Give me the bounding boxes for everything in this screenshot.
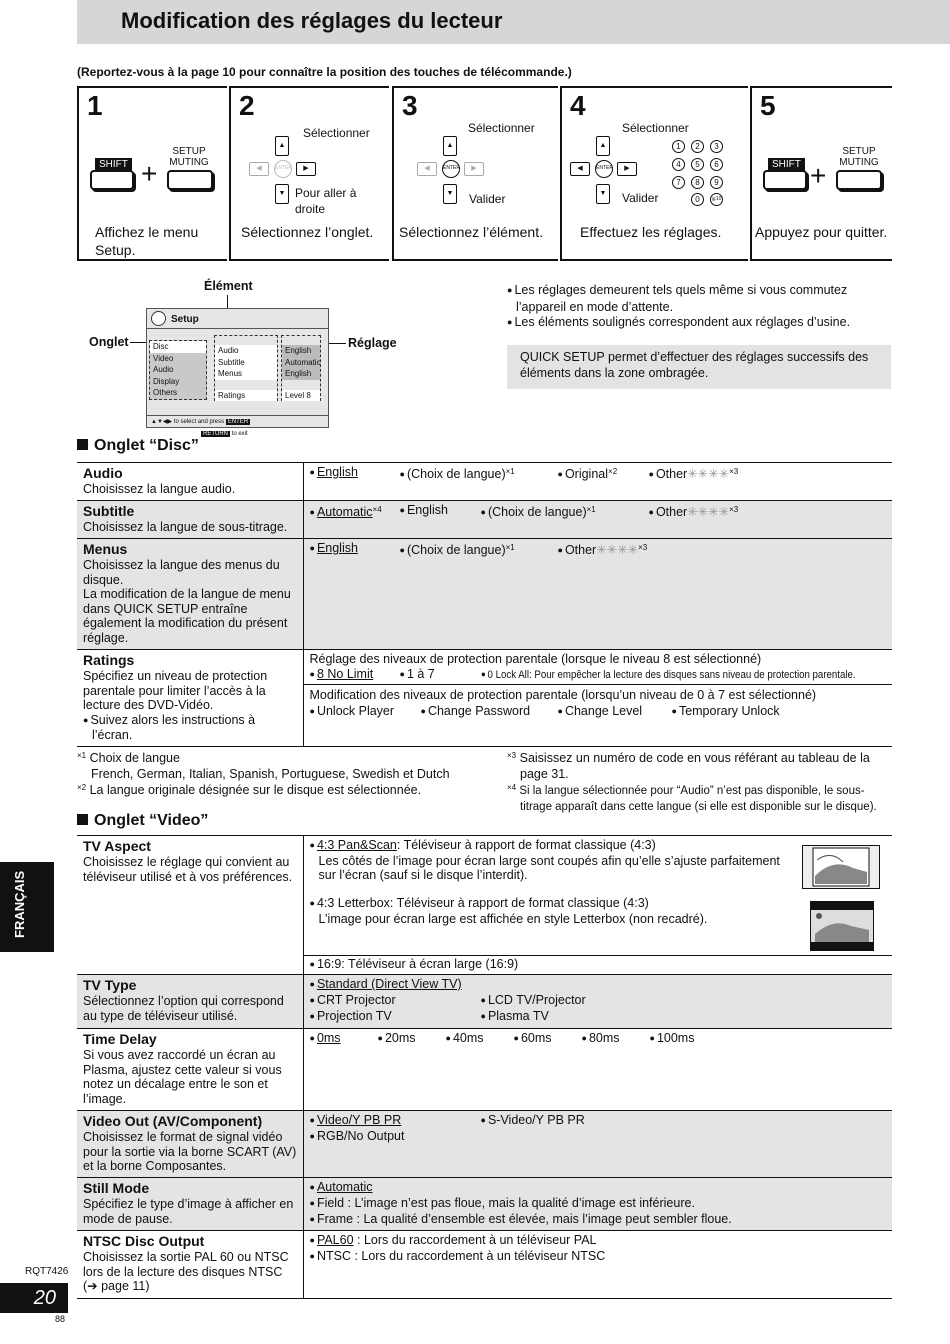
right-arrow-key: ▶: [464, 162, 484, 176]
menus-row: Menus Choisissez la langue des menus du disque. La modification de la langue de menu dans QUICK SETUP entraîne également la modification du présent réglage. ● English ● (Choix de langue)$^{\times 1}$ ● Other✳✳✳✳$^{\times 3}$: [77, 539, 892, 650]
num-key-0: 0: [691, 193, 704, 206]
option-60ms: ● 60ms: [514, 1031, 552, 1047]
select-label: Sélectionner: [468, 121, 535, 135]
menu-items: Audio Subtitle Menus Ratings: [214, 335, 278, 401]
option-80ms: ● 80ms: [582, 1031, 620, 1047]
up-arrow-key: ▲: [275, 136, 289, 156]
num-key-4: 4: [672, 158, 685, 171]
video-table: [77, 835, 892, 1299]
select-label: Sélectionner: [622, 121, 689, 135]
footnote-2: $^{\times 2}$ La langue originale désignée sur le disque est sélectionnée.: [77, 783, 422, 797]
audio-row: Audio Choisissez la langue audio. ● English ● (Choix de langue)$^{\times 1}$ ● Original$^{\times 2}$ ● Other✳✳✳✳$^{\times 3}$: [77, 463, 892, 501]
validate-label: Valider: [622, 191, 659, 205]
option-frame: ● Frame : La qualité d’ensemble est élevée, mais l’image peut sembler floue.: [310, 1212, 732, 1228]
left-arrow-key: ◀: [249, 162, 269, 176]
enter-button: ENTER: [442, 160, 460, 178]
setup-button: [836, 170, 882, 190]
option-16-9: ● 16:9: Téléviseur à écran large (16:9): [310, 957, 519, 973]
setup-label: SETUP MUTING: [169, 146, 209, 168]
num-key-9: 9: [710, 176, 723, 189]
go-right-label: Pour aller à droite: [295, 186, 357, 216]
enter-button: ENTER: [274, 160, 292, 178]
option-pan-scan: ● 4:3 Pan&Scan: Téléviseur à rapport de format classique (4:3) Les côtés de l’image pour écran large sont coupés afin qu’elle s’ajuste parfaitement sur l’écran (sauf si le disque l’interdit).: [310, 838, 796, 883]
note-underlined: ● Les éléments soulignés correspondent aux réglages d’usine.: [507, 314, 887, 331]
shift-label: SHIFT: [768, 158, 805, 171]
num-key-7: 7: [672, 176, 685, 189]
num-key-3: 3: [710, 140, 723, 153]
num-key-6: 6: [710, 158, 723, 171]
option-no-limit: ● 8 No Limit: [310, 667, 374, 683]
plus-icon: +: [810, 160, 827, 191]
right-arrow-key: ▶: [617, 162, 637, 176]
right-arrow-key: ▶: [296, 162, 316, 176]
tv-type-row: TV Type Sélectionnez l’option qui correspond au type de téléviseur utilisé. ● Standard (Direct View TV) ● CRT Projector ● LCD TV/Projector ● Projection TV ● Plasma TV: [77, 975, 892, 1029]
shift-button: [90, 170, 134, 190]
menu-tabs: Disc Video Audio Display Others: [149, 340, 207, 400]
num-key-8: 8: [691, 176, 704, 189]
option-automatic: ● Automatic$^{\times 4}$: [310, 503, 382, 521]
setup-label: SETUP MUTING: [839, 146, 879, 168]
shift-label: SHIFT: [95, 158, 132, 171]
option-pal60: ● PAL60 : Lors du raccordement à un téléviseur PAL: [310, 1233, 597, 1249]
option-change-level: ● Change Level: [558, 704, 643, 720]
step-number: 1: [87, 90, 103, 121]
page-sub-number: 88: [55, 1314, 66, 1324]
option-temporary-unlock: ● Temporary Unlock: [672, 704, 780, 720]
step-5: [750, 86, 892, 261]
pan-scan-image: [802, 845, 880, 889]
title-bar: [77, 0, 950, 44]
step-2: [229, 86, 389, 261]
up-arrow-key: ▲: [443, 136, 457, 156]
option-40ms: ● 40ms: [446, 1031, 484, 1047]
left-arrow-key: ◀: [417, 162, 437, 176]
option-0ms: ● 0ms: [310, 1031, 341, 1047]
page-title: Modification des réglages du lecteur: [121, 8, 503, 33]
setup-icon: [151, 311, 166, 326]
step-number: 2: [239, 90, 255, 121]
option-letterbox: ● 4:3 Letterbox: Téléviseur à rapport de format classique (4:3) L’image pour écran large est affichée en style Letterbox (non recadré).: [310, 896, 796, 926]
option-crt: ● CRT Projector: [310, 993, 396, 1009]
shift-button: [763, 170, 807, 190]
step-number: 4: [570, 90, 586, 121]
step-1: [77, 86, 227, 261]
ntsc-row: NTSC Disc Output Choisissez la sortie PAL 60 ou NTSC lors de la lecture des disques NTSC (➔ page 11) ● PAL60 : Lors du raccordement à un téléviseur PAL ● NTSC : Lors du raccordement à un téléviseur NTSC: [77, 1231, 892, 1299]
setup-button: [167, 170, 213, 190]
step-caption: Sélectionnez l’onglet.: [241, 224, 374, 240]
quick-setup-note: QUICK SETUP permet d’effectuer des réglages successifs des éléments dans la zone ombragée.: [507, 345, 891, 389]
footnote-3: $^{\times 3}$ Saisissez un numéro de code en vous référant au tableau de la page 31.: [507, 751, 870, 781]
step-caption: Sélectionnez l’élément.: [399, 224, 543, 240]
option-other: ● Other✳✳✳✳$^{\times 3}$: [558, 541, 648, 559]
down-arrow-key: ▼: [596, 184, 610, 204]
option-plasma: ● Plasma TV: [481, 1009, 549, 1025]
tv-aspect-row: TV Aspect Choisissez le réglage qui convient au téléviseur utilisé et à vos préférences. ● 4:3 Pan&Scan: Téléviseur à rapport de format classique (4:3) Les côtés de l’image pour écran large sont coupés afin qu’elle s’ajuste parfaitement sur l’écran (sauf si le disque l’interdit). ● 4:3 Letterbox: Téléviseur à rapport de format classique (4:3) L’image pour écran large est affichée en style Letterbox (non recadré). ● 16:9: Téléviseur à écran large (16:9): [77, 836, 892, 975]
num-key-10: ≧10: [710, 193, 723, 206]
reglage-label: Réglage: [348, 336, 397, 350]
disc-table: [77, 462, 892, 747]
menu-footer: ▲▼◀▶ to select and press ENTER RETURN to exit: [147, 415, 328, 427]
option-original: ● Original$^{\times 2}$: [558, 465, 618, 483]
video-section-title: Onglet “Video”: [77, 812, 208, 830]
option-1-7: ● 1 à 7: [400, 667, 435, 683]
enter-button: ENTER: [595, 160, 613, 178]
option-other: ● Other✳✳✳✳$^{\times 3}$: [649, 465, 739, 483]
page-number: 20: [0, 1283, 68, 1313]
num-key-2: 2: [691, 140, 704, 153]
option-english: ● English: [310, 465, 358, 481]
letterbox-image: [810, 901, 874, 951]
step-caption: Affichez le menu Setup.: [95, 224, 199, 258]
option-english: ● English: [400, 503, 448, 519]
option-other: ● Other✳✳✳✳$^{\times 3}$: [649, 503, 739, 521]
step-number: 3: [402, 90, 418, 121]
option-change-password: ● Change Password: [421, 704, 531, 720]
option-field: ● Field : L’image n’est pas floue, mais la qualité d’image est inférieure.: [310, 1196, 695, 1212]
note-standby: ● Les réglages demeurent tels quels même si vous commutez l’appareil en mode d’attente.: [507, 282, 877, 315]
option-projection: ● Projection TV: [310, 1009, 392, 1025]
disc-section-title: Onglet “Disc”: [77, 437, 199, 455]
step-caption: Effectuez les réglages.: [580, 224, 722, 240]
option-100ms: ● 100ms: [650, 1031, 695, 1047]
option-standard: ● Standard (Direct View TV): [310, 977, 462, 993]
element-label: Élément: [204, 279, 253, 293]
validate-label: Valider: [469, 192, 506, 206]
up-arrow-key: ▲: [596, 136, 610, 156]
step-3: [392, 86, 558, 261]
down-arrow-key: ▼: [275, 184, 289, 204]
step-4: [560, 86, 748, 261]
option-choix-langue: ● (Choix de langue)$^{\times 1}$: [481, 503, 596, 521]
footnote-4: $^{\times 4}$ Si la langue sélectionnée pour “Audio” n’est pas disponible, le sous-titrage apparaît dans cette langue (si elle est disponible sur le disque).: [507, 783, 877, 813]
option-svideo-ypbpr: ● S-Video/Y PB PR: [481, 1113, 585, 1129]
subtitle-row: Subtitle Choisissez la langue de sous-titrage. ● Automatic$^{\times 4}$ ● English ● (Choix de langue)$^{\times 1}$ ● Other✳✳✳✳$^{\times 3}$: [77, 501, 892, 539]
option-english: ● English: [310, 541, 358, 557]
plus-icon: +: [141, 158, 158, 189]
option-lock-all: ● 0 Lock All: Pour empêcher la lecture des disques sans niveau de protection parentale.: [481, 668, 856, 683]
step-caption: Appuyez pour quitter.: [755, 224, 888, 240]
option-automatic: ● Automatic: [310, 1180, 373, 1196]
model-number: RQT7426: [25, 1266, 69, 1277]
onglet-label: Onglet: [89, 335, 129, 349]
language-side-tab: FRANÇAIS: [0, 862, 54, 952]
ratings-row: Ratings Spécifiez un niveau de protection parentale pour limiter l’accès à la lecture des DVD-Vidéo. ● Suivez alors les instructions à l’écran. Réglage des niveaux de protection parentale (lorsque le niveau 8 est sélectionné) ● 8 No Limit ● 1 à 7 ● 0 Lock All: Pour empêcher la lecture des disques sans niveau de protection parentale. Modification des niveaux de protection parentale (lorsqu’un niveau de 0 à 7 est sélectionné) ● Unlock Player ● Change Password ● Change Level ● Temporary Unlock: [77, 650, 892, 747]
option-ntsc: ● NTSC : Lors du raccordement à un téléviseur NTSC: [310, 1249, 606, 1265]
option-choix-langue: ● (Choix de langue)$^{\times 1}$: [400, 465, 515, 483]
remote-reference: (Reportez-vous à la page 10 pour connaître la position des touches de télécommande.): [77, 65, 572, 79]
left-arrow-key: ◀: [570, 162, 590, 176]
still-mode-row: Still Mode Spécifiez le type d’image à afficher en mode de pause. ● Automatic ● Field : L’image n’est pas floue, mais la qualité d’image est inférieure. ● Frame : La qualité d’ensemble est élevée, mais l’image peut sembler floue.: [77, 1178, 892, 1231]
setup-menu-diagram: [146, 308, 329, 437]
menu-values: English Automatic English Level 8: [281, 335, 321, 401]
option-rgb: ● RGB/No Output: [310, 1129, 405, 1145]
footnote-1: $^{\times 1}$ Choix de langue French, German, Italian, Spanish, Portuguese, Swedish et Dutch: [77, 751, 450, 781]
num-key-5: 5: [691, 158, 704, 171]
video-out-row: Video Out (AV/Component) Choisissez le format de signal vidéo pour la sortie via la borne SCART (AV) et la borne Composantes. ● Video/Y PB PR ● S-Video/Y PB PR ● RGB/No Output: [77, 1111, 892, 1178]
time-delay-row: Time Delay Si vous avez raccordé un écran au Plasma, ajustez cette valeur si vous notez un décalage entre le son et l’image. ● 0ms ● 20ms ● 40ms ● 60ms ● 80ms ● 100ms: [77, 1029, 892, 1111]
num-key-1: 1: [672, 140, 685, 153]
option-20ms: ● 20ms: [378, 1031, 416, 1047]
menu-header: Setup: [147, 309, 328, 329]
select-label: Sélectionner: [303, 126, 370, 140]
option-choix-langue: ● (Choix de langue)$^{\times 1}$: [400, 541, 515, 559]
option-video-ypbpr: ● Video/Y PB PR: [310, 1113, 402, 1129]
option-unlock-player: ● Unlock Player: [310, 704, 395, 720]
step-number: 5: [760, 90, 776, 121]
down-arrow-key: ▼: [443, 184, 457, 204]
option-lcd: ● LCD TV/Projector: [481, 993, 586, 1009]
